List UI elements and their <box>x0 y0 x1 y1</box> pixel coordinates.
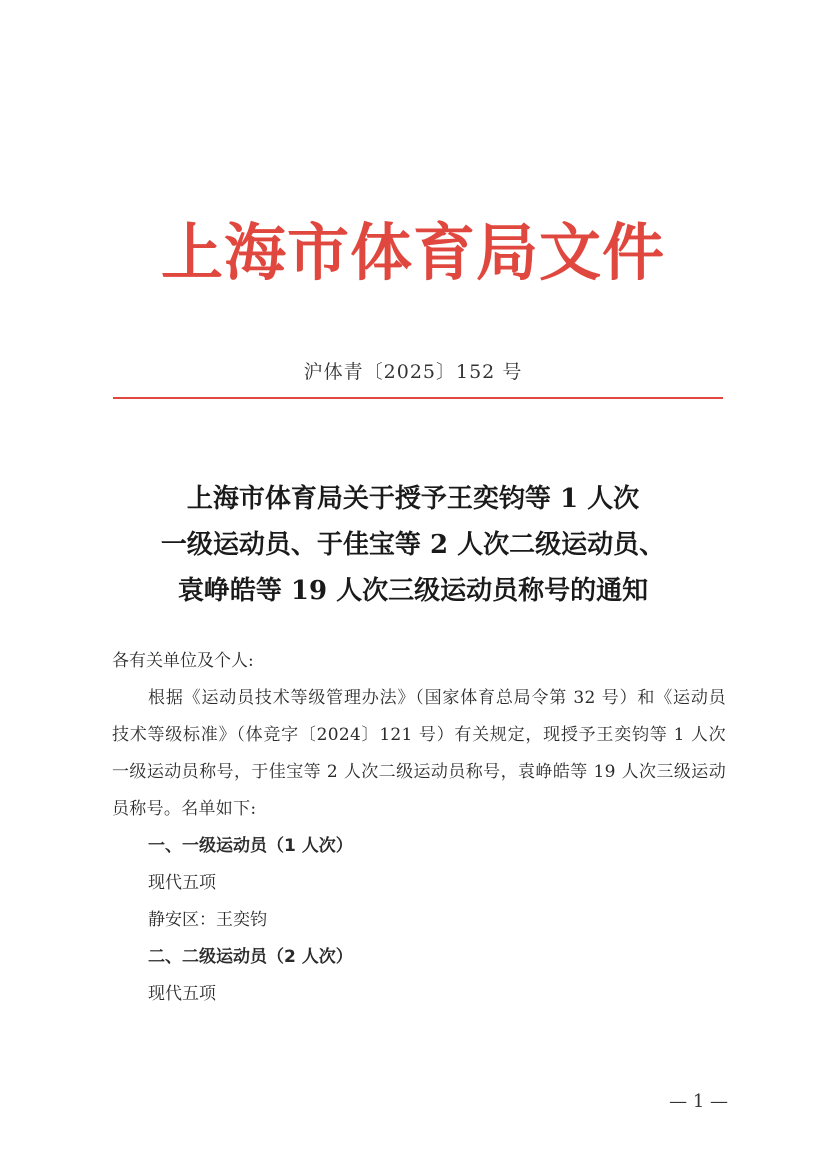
page-number-text: — 1 — <box>669 1091 728 1112</box>
sport-name-line: 现代五项 <box>148 873 216 893</box>
notice-title-line-1: 上海市体育局关于授予王奕钧等 1 人次 <box>186 484 640 514</box>
notice-title <box>80 476 746 614</box>
sport-name-line: 现代五项 <box>148 984 216 1004</box>
section-heading-second-class: 二、二级运动员（2 人次） <box>148 947 353 967</box>
district-athlete-line: 静安区：王奕钧 <box>148 910 267 930</box>
issuer-header-title: 上海市体育局文件 <box>160 216 665 289</box>
notice-body <box>112 643 726 1013</box>
body-paragraph: 根据《运动员技术等级管理办法》（国家体育总局令第 32 号）和《运动员技术等级标准》（体竞字〔2024〕121 号）有关规定，现授予王奕钧等 1 人次一级运动员称号，于佳宝等 2 人次二级运动员称号，袁峥皓等 19 人次三级运动员称号。名单如下: <box>112 688 726 819</box>
salutation: 各有关单位及个人: <box>112 651 254 671</box>
red-divider-line <box>113 397 723 399</box>
notice-title-line-3: 袁峥皓等 19 人次三级运动员称号的通知 <box>177 576 649 606</box>
document-number: 沪体青〔2025〕152 号 <box>303 361 523 383</box>
notice-title-line-2: 一级运动员、于佳宝等 2 人次二级运动员、 <box>160 530 666 560</box>
section-heading-first-class: 一、一级运动员（1 人次） <box>148 836 353 856</box>
